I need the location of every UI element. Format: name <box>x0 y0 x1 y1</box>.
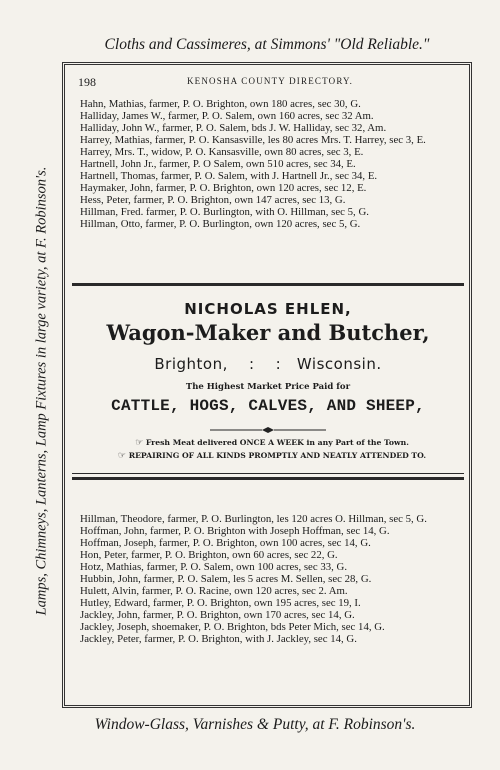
directory-entry: Jackley, John, farmer, P. O. Brighton, own 170 acres, sec 14, G. <box>80 609 355 621</box>
directory-title: KENOSHA COUNTY DIRECTORY. <box>186 76 354 86</box>
advert-notice-delivery <box>80 438 464 448</box>
pointing-hand-icon: ☞ <box>117 451 126 461</box>
ornamental-divider <box>210 427 326 433</box>
left-margin-advertisement: Lamps, Chimneys, Lanterns, Lamp Fixtures in large variety, at F. Robinson's. <box>33 166 50 616</box>
advert-bottom-rule-lower <box>72 477 464 480</box>
running-header <box>78 75 462 89</box>
directory-entry: Halliday, James W., farmer, P. O. Salem, own 160 acres, sec 32 Am. <box>80 110 374 122</box>
advert-price-line: The Highest Market Price Paid for <box>185 382 351 392</box>
advert-location: Brighton, : : Wisconsin. <box>154 355 382 373</box>
advert-notice-repairs-text: REPAIRING OF ALL KINDS PROMPTLY AND NEATLY ATTENDED TO. <box>128 451 427 460</box>
advert-notice-delivery-text: Fresh Meat delivered ONCE A WEEK in any Part of the Town. <box>145 438 409 447</box>
page-number: 198 <box>78 75 96 89</box>
top-margin-advertisement: Cloths and Cassimeres, at Simmons' "Old Reliable." <box>104 36 430 53</box>
directory-entries-bottom <box>80 513 462 645</box>
directory-entry: Hartnell, Thomas, farmer, P. O. Salem, with J. Hartnell Jr., sec 34, E. <box>80 170 378 182</box>
directory-entry: Hoffman, John, farmer, P. O. Brighton with Joseph Hoffman, sec 14, G. <box>80 525 390 537</box>
advert-top-rule <box>72 283 464 286</box>
advert-notice-repairs <box>80 451 464 461</box>
directory-entry: Hillman, Theodore, farmer, P. O. Burlington, les 120 acres O. Hillman, sec 5, G. <box>80 513 427 525</box>
advert-bottom-rule-upper <box>72 473 464 474</box>
bottom-margin-advertisement: Window-Glass, Varnishes & Putty, at F. Robinson's. <box>94 716 416 733</box>
directory-entry: Hutley, Edward, farmer, P. O. Brighton, own 195 acres, sec 19, I. <box>80 597 361 609</box>
directory-entry: Hon, Peter, farmer, P. O. Brighton, own 60 acres, sec 22, G. <box>80 549 338 561</box>
directory-entry: Hartnell, John Jr., farmer, P. O Salem, own 510 acres, sec 34, E. <box>80 158 356 170</box>
directory-entry: Hubbin, John, farmer, P. O. Salem, les 5 acres M. Sellen, sec 28, G. <box>80 573 372 585</box>
directory-entry: Haymaker, John, farmer, P. O. Brighton, own 120 acres, sec 12, E. <box>80 182 367 194</box>
advert-goods: CATTLE, HOGS, CALVES, AND SHEEP, <box>111 397 425 415</box>
directory-entry: Halliday, John W., farmer, P. O. Salem, bds J. W. Halliday, sec 32, Am. <box>80 122 387 134</box>
advert-business-name: NICHOLAS EHLEN, <box>184 300 352 318</box>
directory-entry: Hoffman, Joseph, farmer, P. O. Brighton, own 100 acres, sec 14, G. <box>80 537 371 549</box>
directory-entry: Hotz, Mathias, farmer, P. O. Salem, own 100 acres, sec 33, G. <box>80 561 348 573</box>
directory-entry: Hess, Peter, farmer, P. O. Brighton, own 147 acres, sec 13, G. <box>80 194 346 206</box>
pointing-hand-icon: ☞ <box>135 438 144 448</box>
directory-entry: Jackley, Peter, farmer, P. O. Brighton, with J. Jackley, sec 14, G. <box>80 633 357 645</box>
directory-entry: Harrey, Mathias, farmer, P. O. Kansasville, les 80 acres Mrs. T. Harrey, sec 3, E. <box>80 134 426 146</box>
directory-entry: Jackley, Joseph, shoemaker, P. O. Brighton, bds Peter Mich, sec 14, G. <box>80 621 385 633</box>
directory-entries-top <box>80 98 462 230</box>
directory-entry: Hulett, Alvin, farmer, P. O. Racine, own 120 acres, sec 2. Am. <box>80 585 348 597</box>
directory-entry: Harrey, Mrs. T., widow, P. O. Kansasville, own 80 acres, sec 3, E. <box>80 146 364 158</box>
directory-entry: Hillman, Otto, farmer, P. O. Burlington, own 120 acres, sec 5, G. <box>80 218 361 230</box>
advert-trade: Wagon-Maker and Butcher, <box>106 320 430 345</box>
directory-entry: Hahn, Mathias, farmer, P. O. Brighton, own 180 acres, sec 30, G. <box>80 98 361 110</box>
directory-entry: Hillman, Fred. farmer, P. O. Burlington, with O. Hillman, sec 5, G. <box>80 206 369 218</box>
